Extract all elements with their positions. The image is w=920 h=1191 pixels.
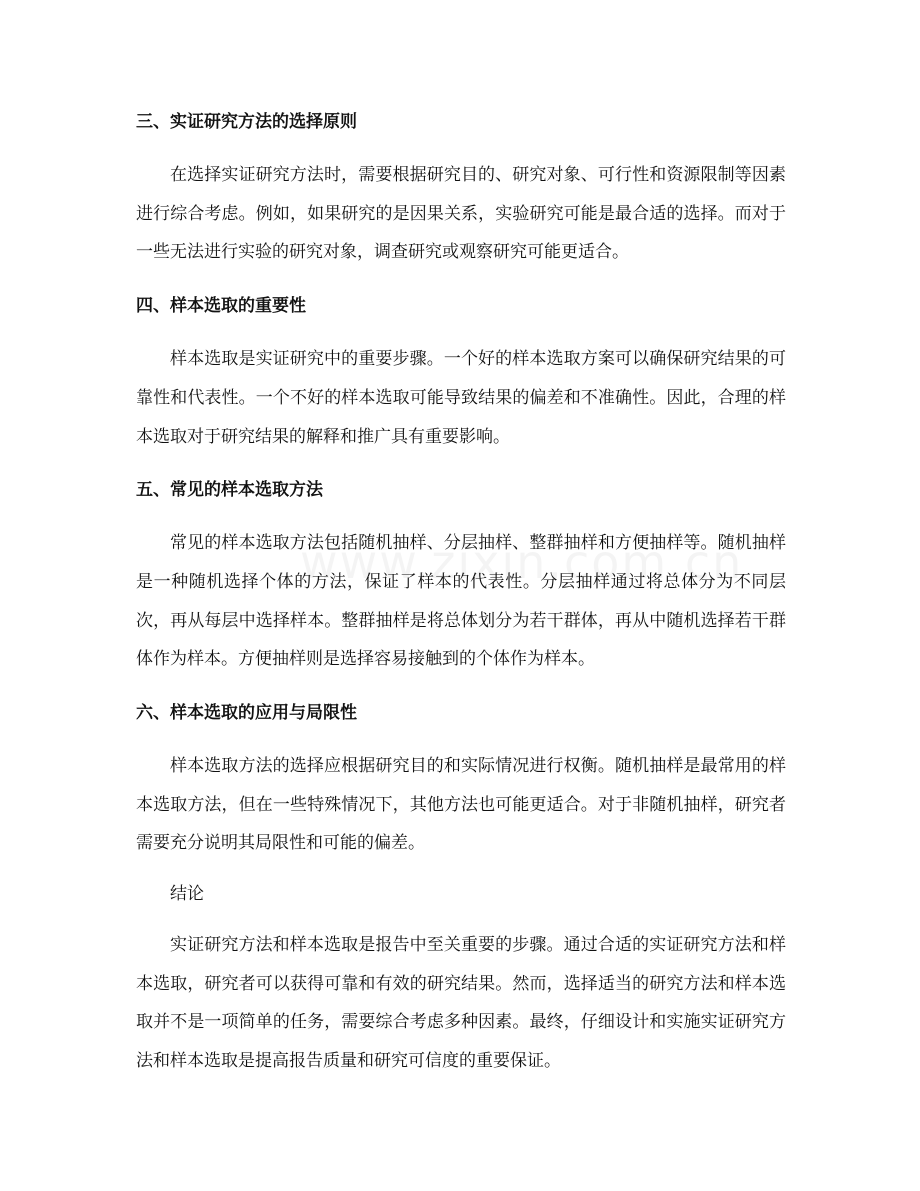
section-heading-4: 四、样本选取的重要性 <box>136 296 306 317</box>
section-paragraph-6: 样本选取方法的选择应根据研究目的和实际情况进行权衡。随机抽样是最常用的样本选取方法，但在一些特殊情况下，其他方法也可能更适合。对于非随机抽样，研究者需要充分说明其局限性和可能的偏差。 <box>136 756 786 854</box>
section-heading-6: 六、样本选取的应用与局限性 <box>136 703 357 724</box>
section-paragraph-4: 样本选取是实证研究中的重要步骤。一个好的样本选取方案可以确保研究结果的可靠性和代表性。一个不好的样本选取可能导致结果的偏差和不准确性。因此，合理的样本选取对于研究结果的解释和推广具有重要影响。 <box>136 349 786 447</box>
section-paragraph-3: 在选择实证研究方法时，需要根据研究目的、研究对象、可行性和资源限制等因素进行综合考虑。例如，如果研究的是因果关系，实验研究可能是最合适的选择。而对于一些无法进行实验的研究对象，调查研究或观察研究可能更适合。 <box>136 165 786 263</box>
section-heading-5: 五、常见的样本选取方法 <box>136 480 323 501</box>
conclusion-label: 结论 <box>170 884 204 905</box>
section-heading-3: 三、实证研究方法的选择原则 <box>136 112 357 132</box>
document-body <box>136 104 786 1081</box>
conclusion-paragraph: 实证研究方法和样本选取是报告中至关重要的步骤。通过合适的实证研究方法和样本选取，研究者可以获得可靠和有效的研究结果。然而，选择适当的研究方法和样本选取并不是一项简单的任务，需要综合考虑多种因素。最终，仔细设计和实施实证研究方法和样本选取是提高报告质量和研究可信度的重要保证。 <box>136 934 786 1071</box>
section-paragraph-5: 常见的样本选取方法包括随机抽样、分层抽样、整群抽样和方便抽样等。随机抽样是一种随机选择个体的方法，保证了样本的代表性。分层抽样通过将总体分为不同层次，再从每层中选择样本。整群抽样是将总体划分为若干群体，再从中随机选择若干群体作为样本。方便抽样则是选择容易接触到的个体作为样本。 <box>136 533 786 670</box>
